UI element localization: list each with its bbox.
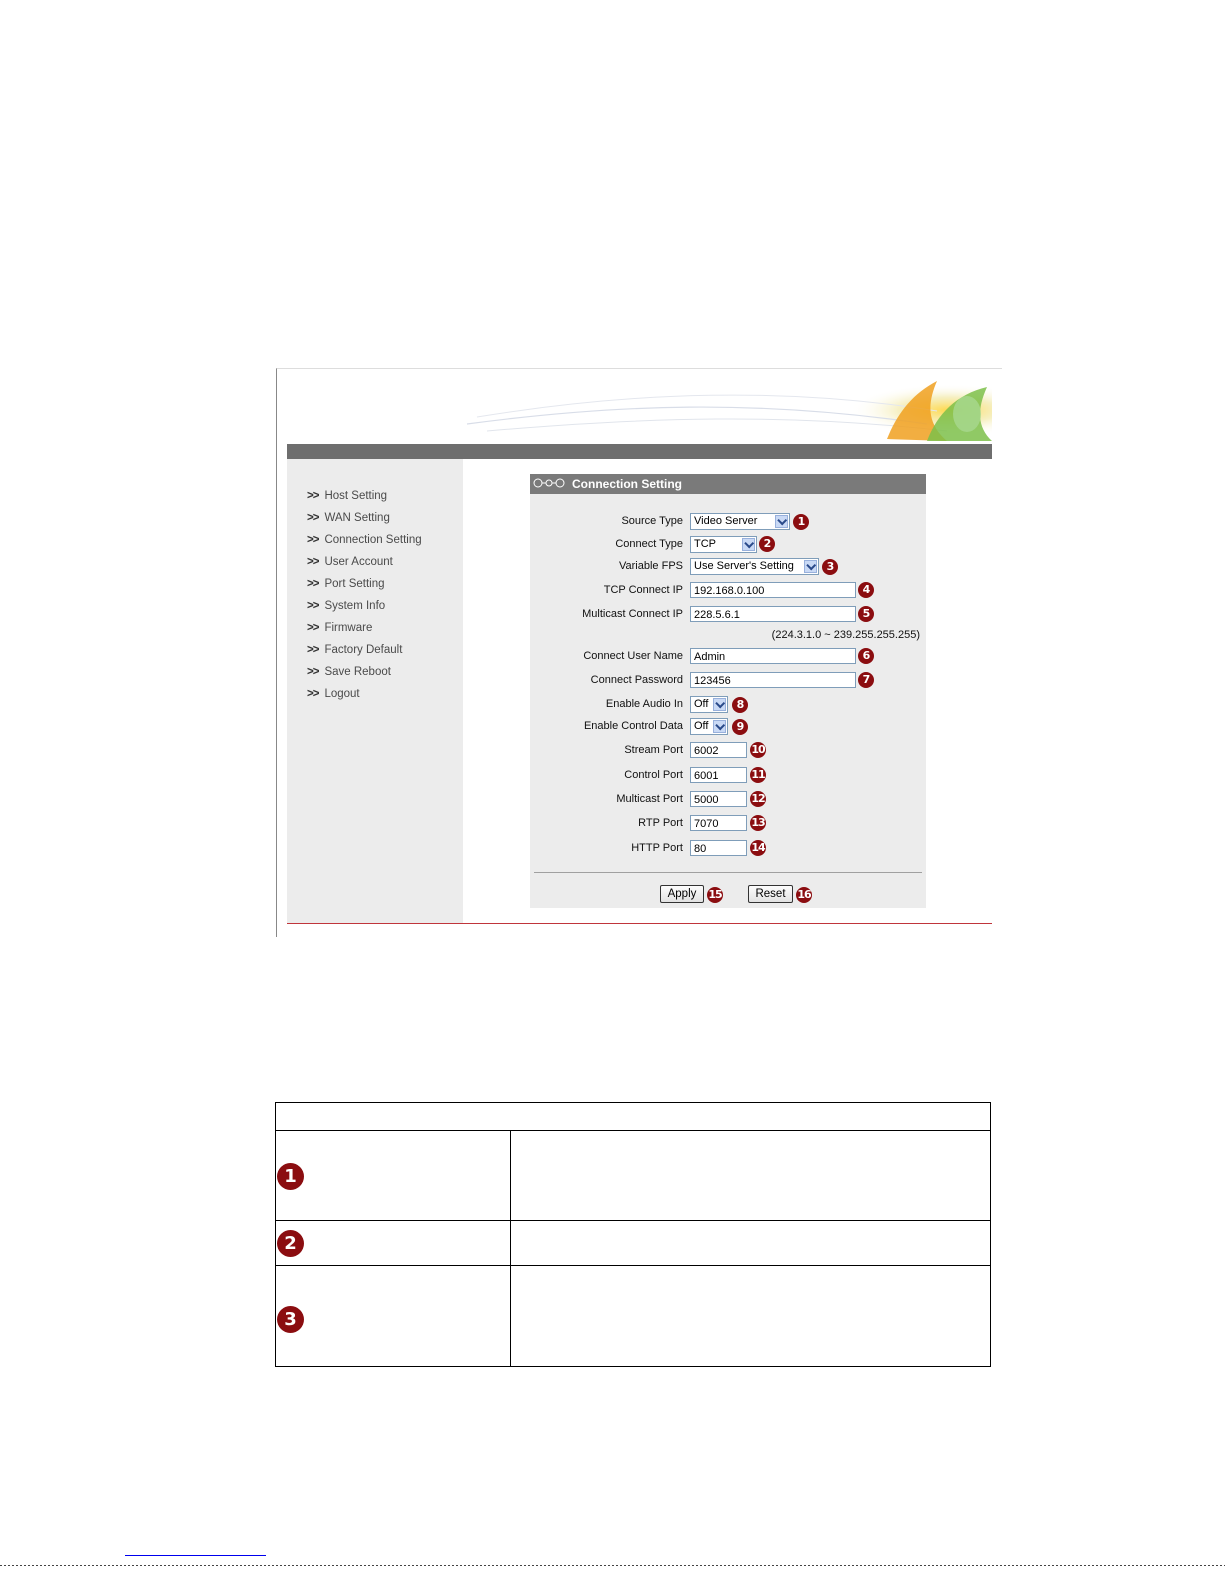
sidebar-item-system-info[interactable] (307, 600, 385, 612)
marker-badge: 7 (858, 672, 874, 688)
connect-password-label: Connect Password (590, 674, 683, 686)
marker-badge: 5 (858, 606, 874, 622)
banner-swoosh-graphic (287, 369, 992, 444)
control-port-input[interactable]: 6001 (690, 767, 747, 783)
description-table (275, 1102, 991, 1367)
marker-badge: 10 (751, 743, 765, 756)
nav-arrow-icon: >> (307, 534, 319, 546)
sidebar-item-label: Port Setting (324, 578, 385, 590)
sidebar-item-label: Logout (324, 688, 360, 700)
table-row (276, 1130, 990, 1221)
marker-badge: 9 (732, 719, 748, 735)
sidebar-item-factory-default[interactable] (307, 644, 402, 656)
nav-arrow-icon: >> (307, 666, 319, 678)
footer-dotted-rule (0, 1565, 1225, 1566)
header-banner (287, 369, 992, 444)
chevron-down-icon[interactable] (775, 515, 788, 528)
reset-button[interactable]: Reset (748, 885, 793, 903)
nav-arrow-icon: >> (307, 644, 319, 656)
sidebar-item-port-setting[interactable] (307, 578, 385, 590)
sidebar-item-label: Factory Default (324, 644, 403, 656)
apply-button[interactable]: Apply (660, 885, 704, 903)
connect-type-select[interactable] (690, 536, 757, 553)
source-type-value: Video Server (694, 515, 758, 527)
tcp-connect-ip-input[interactable]: 192.168.0.100 (690, 582, 856, 598)
rtp-port-label: RTP Port (638, 817, 683, 829)
sidebar-item-user-account[interactable] (307, 556, 393, 568)
marker-badge: 1 (793, 514, 809, 530)
sidebar-item-logout[interactable] (307, 688, 360, 700)
sidebar-item-host-setting[interactable] (307, 490, 387, 502)
marker-badge: 14 (751, 841, 765, 854)
chevron-down-icon[interactable] (804, 560, 817, 573)
connect-user-name-label: Connect User Name (583, 650, 683, 662)
marker-badge: 11 (751, 768, 765, 781)
multicast-range-note: (224.3.1.0 ~ 239.255.255.255) (771, 629, 920, 641)
connect-password-input[interactable]: 123456 (690, 672, 856, 688)
marker-badge: 1 (277, 1163, 304, 1190)
multicast-connect-ip-label: Multicast Connect IP (582, 608, 683, 620)
http-port-label: HTTP Port (631, 842, 683, 854)
marker-badge: 12 (751, 792, 765, 805)
source-type-select[interactable] (690, 513, 790, 530)
nav-arrow-icon: >> (307, 578, 319, 590)
marker-badge: 15 (708, 888, 722, 901)
chevron-down-icon[interactable] (742, 538, 755, 551)
marker-badge: 2 (759, 536, 775, 552)
marker-badge: 13 (751, 816, 765, 829)
stream-port-input[interactable]: 6002 (690, 742, 747, 758)
multicast-connect-ip-input[interactable]: 228.5.6.1 (690, 606, 856, 622)
nav-arrow-icon: >> (307, 490, 319, 502)
rtp-port-input[interactable]: 7070 (690, 815, 747, 831)
enable-control-data-value: Off (694, 720, 709, 732)
sidebar-item-label: Connection Setting (324, 534, 422, 546)
connect-type-label: Connect Type (615, 538, 683, 550)
enable-control-data-label: Enable Control Data (583, 720, 683, 732)
sidebar-item-label: WAN Setting (324, 512, 390, 524)
nav-arrow-icon: >> (307, 622, 319, 634)
sidebar-item-firmware[interactable] (307, 622, 372, 634)
chevron-down-icon[interactable] (713, 720, 726, 733)
chain-icon (533, 477, 567, 489)
sidebar-item-label: Save Reboot (324, 666, 391, 678)
header-gray-bar (287, 444, 992, 459)
enable-audio-in-value: Off (694, 698, 709, 710)
control-port-label: Control Port (624, 769, 683, 781)
nav-arrow-icon: >> (307, 600, 319, 612)
footer-link-underline (125, 1555, 266, 1556)
sidebar-item-save-reboot[interactable] (307, 666, 391, 678)
sidebar-item-connection-setting[interactable] (307, 534, 422, 546)
enable-control-data-select[interactable] (690, 718, 728, 735)
connection-setting-panel (530, 474, 926, 908)
variable-fps-select[interactable] (690, 558, 819, 575)
table-column-divider (510, 1130, 511, 1366)
marker-badge: 16 (797, 888, 811, 901)
marker-badge: 8 (732, 697, 748, 713)
sidebar-nav (287, 459, 463, 923)
marker-badge: 4 (858, 582, 874, 598)
variable-fps-value: Use Server's Setting (694, 560, 794, 572)
footer-accent-line (287, 923, 992, 924)
sidebar-item-label: User Account (324, 556, 393, 568)
source-type-label: Source Type (621, 515, 683, 527)
tcp-connect-ip-label: TCP Connect IP (603, 584, 683, 596)
connect-type-value: TCP (694, 538, 716, 550)
web-ui-screenshot (276, 368, 1002, 937)
panel-divider (534, 872, 922, 873)
nav-arrow-icon: >> (307, 556, 319, 568)
marker-badge: 2 (277, 1230, 304, 1257)
marker-badge: 3 (277, 1306, 304, 1333)
panel-title: Connection Setting (572, 477, 682, 491)
connect-user-name-input[interactable]: Admin (690, 648, 856, 664)
multicast-port-label: Multicast Port (616, 793, 683, 805)
sidebar-item-label: Host Setting (324, 490, 388, 502)
table-row (276, 1220, 990, 1266)
nav-arrow-icon: >> (307, 512, 319, 524)
sidebar-item-label: Firmware (324, 622, 373, 634)
marker-badge: 3 (822, 559, 838, 575)
marker-badge: 6 (858, 648, 874, 664)
multicast-port-input[interactable]: 5000 (690, 791, 747, 807)
sidebar-item-wan-setting[interactable] (307, 512, 390, 524)
chevron-down-icon[interactable] (713, 698, 726, 711)
panel-header (530, 474, 926, 494)
enable-audio-in-select[interactable] (690, 696, 728, 713)
variable-fps-label: Variable FPS (619, 560, 683, 572)
stream-port-label: Stream Port (624, 744, 683, 756)
nav-arrow-icon: >> (307, 688, 319, 700)
enable-audio-in-label: Enable Audio In (605, 698, 683, 710)
http-port-input[interactable]: 80 (690, 840, 747, 856)
table-row (276, 1265, 990, 1367)
sidebar-item-label: System Info (324, 600, 386, 612)
